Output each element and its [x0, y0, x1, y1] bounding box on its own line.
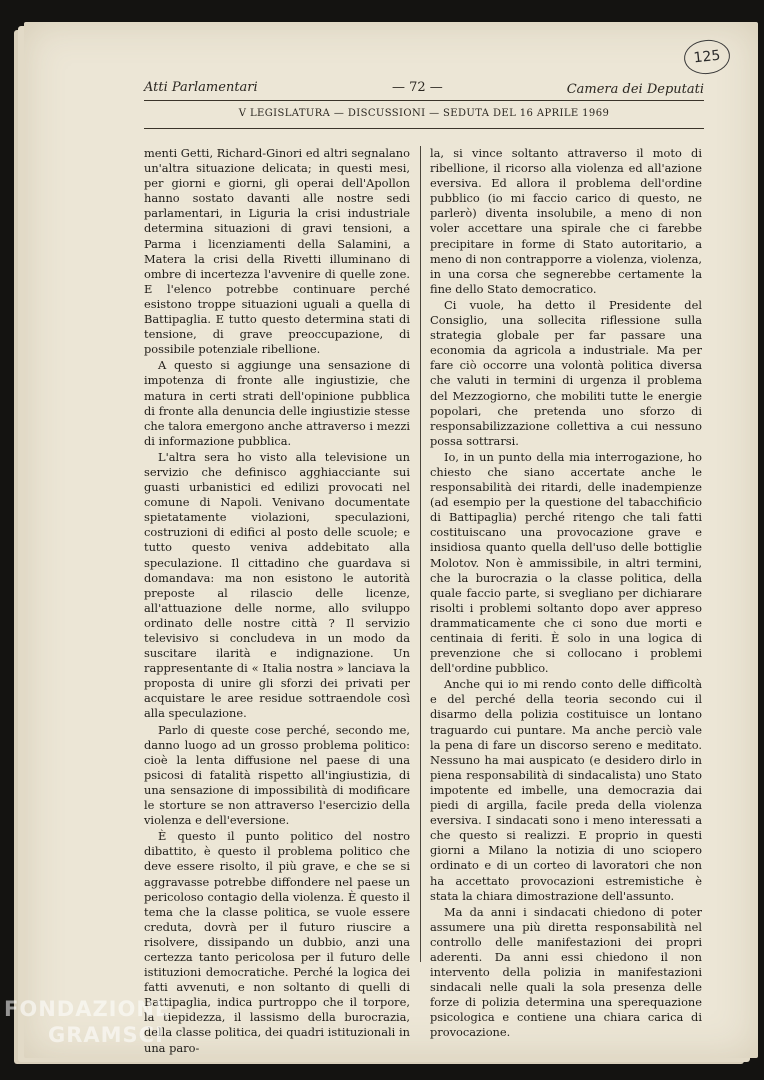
left-column [144, 146, 410, 1057]
right-column [430, 146, 702, 1042]
session-subheader: V LEGISLATURA — DISCUSSIONI — SEDUTA DEL 16 APRILE 1969 [238, 108, 610, 119]
paragraph: È questo il punto politico del nostro dibattito, è questo il problema politico che deve essere risolto, il più grave, e che se si aggravasse potrebbe diffondere nel paese un pericoloso contagio della violenza. È questo il tema che la classe politica, se vuole essere creduta, dovrà per il futuro riuscire a risolvere, dissipando un dubbio, anzi una certezza tanto pericolosa per il futuro delle istituzioni democratiche. Perché la logica dei fatti avvenuti, e non soltanto di quelli di Battipaglia, indica purtroppo che il torpore, la tiepidezza, il lassismo della burocrazia, della classe politica, dei quadri istituzionali in una paro- [144, 829, 410, 1055]
paragraph: menti Getti, Richard-Ginori ed altri segnalano un'altra situazione delicata; in questi mesi, per giorni e giorni, gli operai dell'Apollon hanno sostato davanti alle nostre sedi parlamentari, in Liguria la crisi industriale determina situazioni di gravi tensioni, a Parma i licenziamenti della Salamini, a Matera la crisi della Rivetti illuminano di ombre di incertezza l'avvenire di quelle zone. E l'elenco potrebbe continuare perché esistono troppe situazioni uguali a quella di Battipaglia. E tutto questo determina stati di tensione, di grave preoccupazione, di possibile potenziale ribellione. [144, 146, 410, 357]
paragraph: Parlo di queste cose perché, secondo me, danno luogo ad un grosso problema politico: cioè la lenta diffusione nel paese di una psicosi di fatalità rispetto all'ingiustizia, di una sensazione di impossibilità di modificare le storture se non attraverso l'esercizio della violenza e dell'eversione. [144, 722, 410, 828]
running-header [144, 78, 704, 100]
column-divider [420, 146, 421, 962]
archive-page-stamp: 125 [682, 38, 731, 77]
watermark-line-1: FONDAZIONE [4, 997, 171, 1021]
header-publication: Atti Parlamentari [144, 80, 258, 95]
paragraph: Ci vuole, ha detto il Presidente del Consiglio, una sollecita riflessione sulla strategia globale per far passare una economia da agricola a industriale. Ma per fare ciò occorre una volontà politica diversa che valuti in termini di urgenza il problema del Mezzogiorno, che mobiliti tutte le energie popolari, che pretenda uno sforzo di responsabilizzazione collettiva a cui nessuno possa sottrarsi. [430, 297, 702, 448]
header-chamber: Camera dei Deputati [566, 82, 704, 97]
paragraph: Io, in un punto della mia interrogazione, ho chiesto che siano accertate anche le responsabilità dei ritardi, delle inadempienze (ad esempio per la questione del tabacchificio di Battipaglia) perché ritengo che tali fatti costituiscano una provocazione grave e insidiosa quanto quella dell'uso delle bottiglie Molotov. Non è ammissibile, in altri termini, che la burocrazia o la classe politica, della quale faccio parte, si svegliano per dichiarare risolti i problemi soltanto dopo aver appreso drammaticamente che ci sono due morti e centinaia di feriti. È solo in una logica di prevenzione che si collocano i problemi dell'ordine pubblico. [430, 449, 702, 676]
paragraph: Ma da anni i sindacati chiedono di poter assumere una più diretta responsabilità nel controllo delle manifestazioni dei propri aderenti. Da anni essi chiedono il non intervento della polizia in manifestazioni sindacali nelle quali la sola presenza delle forze di polizia determina una sperequazione psicologica e contiene una chiara carica di provocazione. [430, 904, 702, 1040]
archive-watermark [4, 996, 204, 1048]
paragraph: la, si vince soltanto attraverso il moto di ribellione, il ricorso alla violenza ed all'azione eversiva. Ed allora il problema dell'ordine pubblico (io mi faccio carico di questo, ne parlerò) diventa insolubile, a meno di non voler accettare una spirale che ci farebbe precipitare in forme di Stato autoritario, a meno di non contrapporre a violenza, violenza, in una corsa che segnerebbe certamente la fine dello Stato democratico. [430, 146, 702, 296]
paragraph: Anche qui io mi rendo conto delle difficoltà e del perché della teoria secondo cui il disarmo della polizia costituisce un lontano traguardo cui puntare. Ma anche perciò vale la pena di fare un discorso sereno e meditato. Nessuno ha mai auspicato (e desidero dirlo in piena responsabilità di sindacalista) uno Stato impotente ed imbelle, una democrazia dai piedi di argilla, facile preda della violenza eversiva. I sindacati sono i meno interessati a che questo si realizzi. E proprio in questi giorni a Milano la notizia di uno sciopero ordinato e di un corteo di lavoratori che non ha accettato provocazioni estremistiche è stata la chiara dimostrazione dell'assunto. [430, 677, 702, 903]
paragraph: A questo si aggiunge una sensazione di impotenza di fronte alle ingiustizie, che matura in certi strati dell'opinione pubblica di fronte alla denuncia delle ingiustizie stesse che talora emergono anche attraverso i mezzi di informazione pubblica. [144, 358, 410, 448]
watermark-line-2: GRAMSCI [48, 1023, 164, 1047]
paragraph: L'altra sera ho visto alla televisione un servizio che definisco agghiacciante sui guasti urbanistici ed edilizi provocati nel comune di Napoli. Venivano documentate spietatamente violazioni, speculazioni, costruzioni di edifici al posto delle scuole; e tutto questo veniva addebitato alla speculazione. Il cittadino che guardava si domandava: ma non esistono le autorità preposte al rilascio delle licenze, all'attuazione delle norme, allo sviluppo ordinato delle nostre città ? Il servizio televisivo si concludeva in un modo da suscitare ilarità e indignazione. Un rappresentante di « Italia nostra » lanciava la proposta di unire gli sforzi dei privati per acquistare le aree residue sottraendole così alla speculazione. [144, 449, 410, 721]
header-page-number: — 72 — [392, 80, 443, 95]
subheader-rule [144, 128, 704, 129]
header-rule [144, 100, 704, 101]
